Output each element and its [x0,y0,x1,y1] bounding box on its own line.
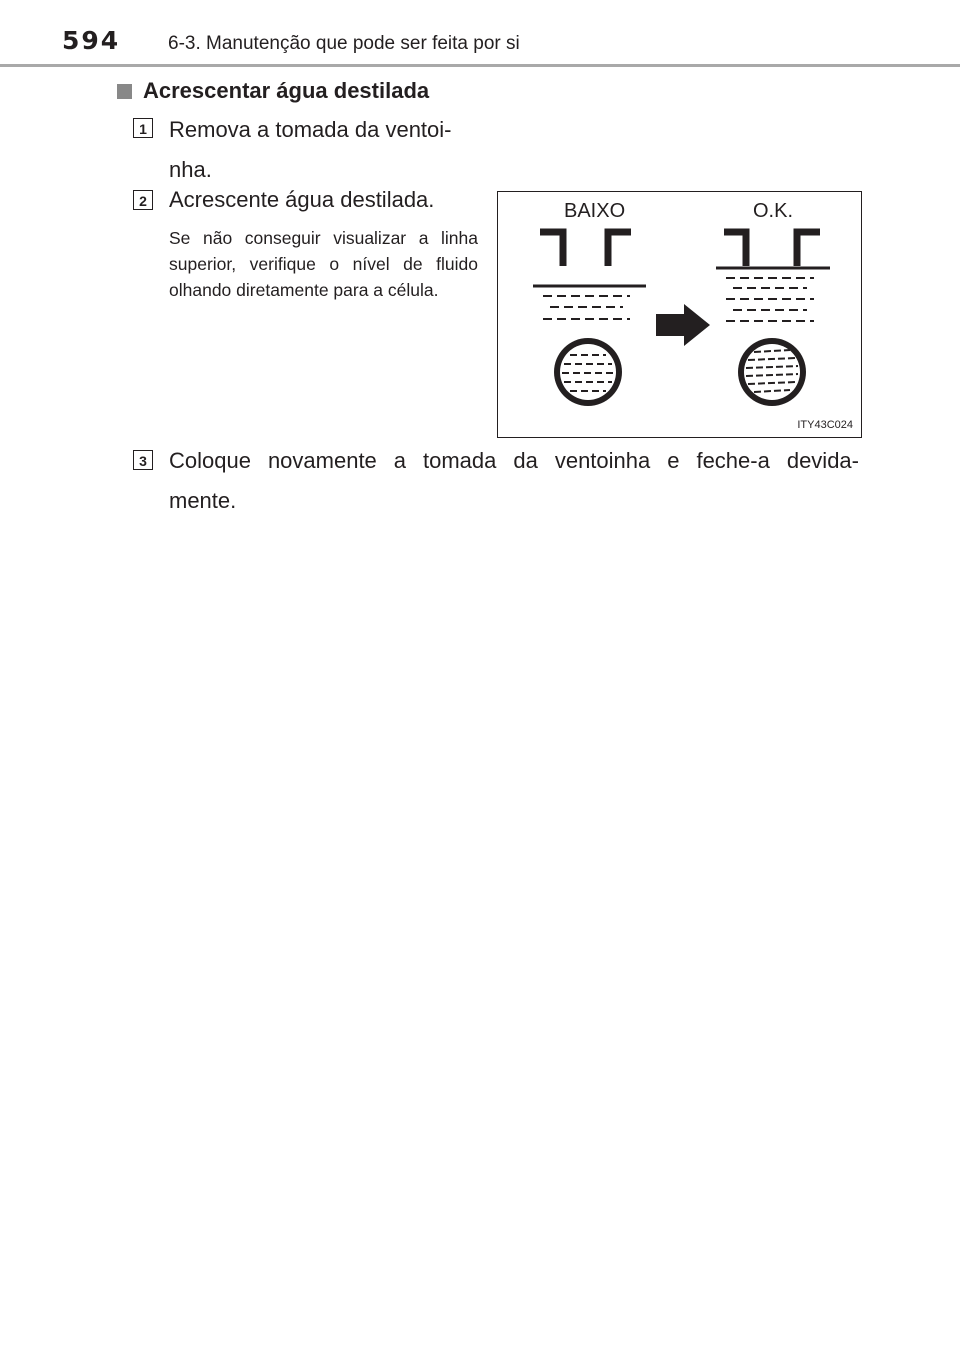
heading-square-icon [117,84,132,99]
figure-code: ITY43C024 [797,419,853,431]
label-ok: O.K. [753,200,794,222]
label-low: BAIXO [564,200,626,222]
step-1-line-1: Remova a tomada da ventoi- [169,117,452,142]
section-heading [117,78,429,104]
low-level-indicator-icon [533,232,646,406]
step-3-text [169,441,859,521]
step-1-line-2: nha. [169,157,212,182]
step-1-text [169,110,499,190]
page-number: 594 [62,26,121,55]
header-divider [0,64,960,67]
page-header [0,0,960,66]
heading-text: Acrescentar água destilada [143,78,430,103]
step-1-badge: 1 [133,118,153,138]
arrow-right-icon [656,304,710,346]
step-3-badge: 3 [133,450,153,470]
water-level-illustration [498,192,861,437]
ok-level-indicator-icon [716,232,830,406]
step-2-badge: 2 [133,190,153,210]
step-2-text: Acrescente água destilada. [169,187,435,212]
step-2-note: Se não conseguir visualizar a linha superior, verifique o nível de fluido olhando diretamente para a célula. [169,228,478,300]
water-level-figure [497,191,862,438]
step-3-line-1: Coloque novamente a tomada da ventoinha e feche-a devida- [169,448,859,473]
section-title: 6-3. Manutenção que pode ser feita por si [168,33,520,54]
step-3-line-2: mente. [169,488,237,513]
